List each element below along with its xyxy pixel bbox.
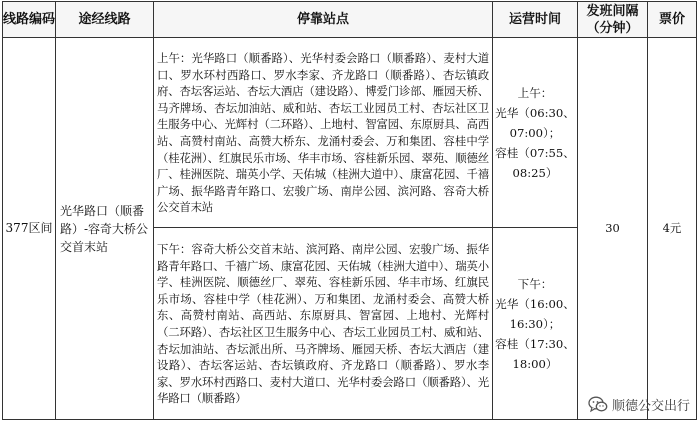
route-name: 光华路口（顺番路）-容奇大桥公交首末站	[56, 38, 154, 420]
header-time: 运营时间	[493, 2, 578, 38]
watermark	[588, 395, 690, 414]
fare: 4元	[648, 38, 697, 420]
afternoon-time: 下午： 光华（16:00、16:30）； 容桂（17:30、18:00）	[495, 276, 575, 371]
morning-time: 上午： 光华（06:30、07:00）； 容桂（07:55、08:25）	[495, 85, 575, 180]
route-code: 377区间	[3, 38, 56, 420]
header-route: 途经线路	[56, 2, 154, 38]
header-row	[3, 2, 697, 38]
header-interval: 发班间隔（分钟）	[578, 2, 648, 38]
header-code: 线路编码	[3, 2, 56, 38]
watermark-text: 顺德公交出行	[611, 399, 690, 414]
afternoon-stops: 下午：容奇大桥公交首末站、滨河路、南岸公园、宏骏广场、振华路青年路口、千禧广场、康富花园、天佑城（桂洲大道中）、瑞英小学、桂洲医院、顺德丝厂、翠苑、容桂新乐园、华丰市场、红旗民乐市场、容桂中学（桂花洲）、万和集团、龙涌村委会、高赞大桥东、高赞村南站、高西站、东原厨具、智富园、上地村、光辉村（二环路）、杏坛社区卫生服务中心、杏坛工业园员工村、威和站、杏坛加油站、杏坛派出所、马齐牌场、雁园天桥、杏坛大酒店（建设路）、杏坛客运站、杏坛镇政府、齐龙路口（顺番路）、罗水李家、罗水环村西路口、麦村大道口、光华村委会路口（顺番路）、光华路口（顺番路）	[154, 228, 493, 420]
wechat-icon	[588, 396, 608, 413]
header-stops: 停靠站点	[154, 2, 493, 38]
bus-route-table	[2, 1, 697, 420]
morning-row	[3, 38, 697, 228]
morning-stops: 上午：光华路口（顺番路）、光华村委会路口（顺番路）、麦村大道口、罗水环村西路口、罗水李家、齐龙路口（顺番路）、杏坛镇政府、杏坛客运站、杏坛大酒店（建设路）、博爱门诊部、雁园天桥、马齐牌场、杏坛加油站、威和站、杏坛工业园员工村、杏坛社区卫生服务中心、光辉村（二环路）、上地村、智富园、东原厨具、高西站、高赞村南站、高赞大桥东、龙涌村委会、万和集团、容桂中学（桂花洲）、红旗民乐市场、华丰市场、容桂新乐园、翠苑、顺德丝厂、桂洲医院、瑞英小学、天佑城（桂洲大道中）、康富花园、千禧广场、振华路青年路口、宏骏广场、南岸公园、滨河路、容奇大桥公交首末站	[154, 38, 493, 228]
departure-interval: 30	[578, 38, 648, 420]
header-fare: 票价	[648, 2, 697, 38]
